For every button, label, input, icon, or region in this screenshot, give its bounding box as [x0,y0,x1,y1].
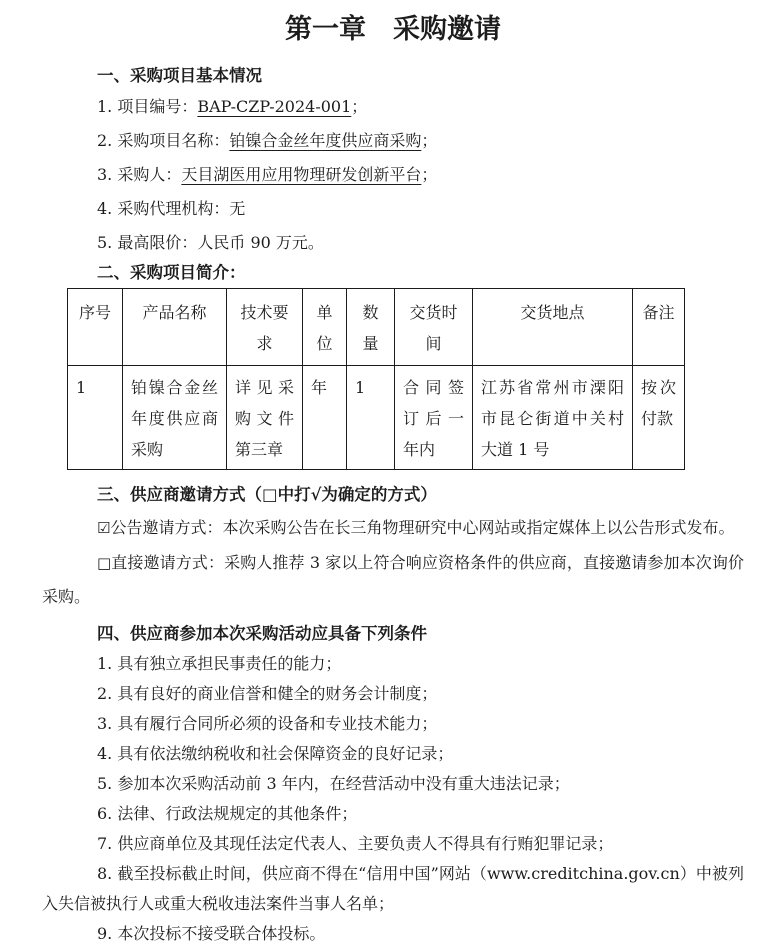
direct-option-text: 直接邀请方式：采购人推荐 3 家以上符合响应资格条件的供应商，直接邀请参加本次询价采购。 [42,553,744,606]
cell-tech: 详见采购文件第三章 [227,366,303,470]
header-cell-qty: 数量 [347,289,395,366]
unchecked-checkbox-icon: □ [97,554,112,572]
section-3-heading [42,480,744,510]
cell-delivery-time: 合同签订后一年内 [395,366,473,470]
price-limit-text: 5. 最高限价：人民币 90 万元。 [97,233,324,252]
cell-delivery-place: 江苏省常州市溧阳市昆仑街道中关村大道 1 号 [473,366,633,470]
project-name-suffix: ； [421,131,438,150]
agency-item [42,192,744,226]
price-limit-item [42,226,744,260]
condition-item-9 [42,919,744,943]
section-3-heading-note: （□中打√为确定的方式） [245,485,437,504]
condition-item-9-underlined: 不接受 [181,924,230,943]
header-cell-delivery-time: 交货时间 [395,289,473,366]
condition-item-6: 6. 法律、行政法规规定的其他条件； [97,804,358,823]
table-row [68,366,685,470]
condition-item-2: 2. 具有良好的商业信誉和健全的财务会计制度； [97,684,438,703]
purchaser-value: 天目湖医用应用物理研发创新平台 [181,165,422,184]
condition-item-9-prefix: 9. 本次投标 [97,924,182,943]
checked-checkbox-icon: ☑ [97,519,111,537]
cell-qty: 1 [347,366,395,470]
section-1-heading: 一、采购项目基本情况 [97,66,262,85]
header-cell-delivery-place: 交货地点 [473,289,633,366]
purchaser-suffix: ； [421,165,438,184]
section-4-heading: 四、供应商参加本次采购活动应具备下列条件 [97,624,427,643]
cell-unit: 年 [303,366,347,470]
purchaser-item [42,158,744,192]
invite-option-direct [42,546,744,613]
header-cell-remark: 备注 [633,289,685,366]
project-name-item [42,124,744,158]
products-table [67,288,685,470]
project-number-suffix: ； [351,97,368,116]
table-header-row [68,289,685,366]
project-name-label: 2. 采购项目名称： [97,131,230,150]
header-cell-seq: 序号 [68,289,123,366]
condition-item-1: 1. 具有独立承担民事责任的能力； [97,654,342,673]
header-cell-unit: 单位 [303,289,347,366]
agency-text: 4. 采购代理机构：无 [97,199,246,218]
page-title: 第一章 采购邀请 [285,14,501,45]
condition-item-3: 3. 具有履行合同所必须的设备和专业技术能力； [97,714,438,733]
cell-seq: 1 [68,366,123,470]
project-name-value: 铂镍合金丝年度供应商采购 [229,131,422,150]
condition-item-4: 4. 具有依法缴纳税收和社会保障资金的良好记录； [97,744,454,763]
cell-product: 铂镍合金丝年度供应商采购 [123,366,227,470]
header-cell-product: 产品名称 [123,289,227,366]
condition-item-7: 7. 供应商单位及其现任法定代表人、主要负责人不得具有行贿犯罪记录； [97,834,614,853]
project-number-value: BAP-CZP-2024-001 [197,97,352,116]
invite-option-announcement [42,510,744,546]
condition-item-5: 5. 参加本次采购活动前 3 年内，在经营活动中没有重大违法记录； [97,774,570,793]
purchaser-label: 3. 采购人： [97,165,182,184]
project-number-label: 1. 项目编号： [97,97,198,116]
announcement-option-text: 公告邀请方式：本次采购公告在长三角物理研究中心网站或指定媒体上以公告形式发布。 [110,518,735,537]
condition-item-9-suffix: 联合体投标。 [229,924,326,943]
cell-remark: 按次付款 [633,366,685,470]
project-number-item [42,90,744,124]
condition-item-8: 8. 截至投标截止时间，供应商不得在“信用中国”网站（www.creditchina.gov.cn）中被列入失信被执行人或重大税收违法案件当事人名单； [42,864,744,913]
section-2-heading: 二、采购项目简介： [97,263,246,282]
section-3-heading-text: 三、供应商邀请方式 [97,485,246,504]
header-cell-tech: 技术要求 [227,289,303,366]
